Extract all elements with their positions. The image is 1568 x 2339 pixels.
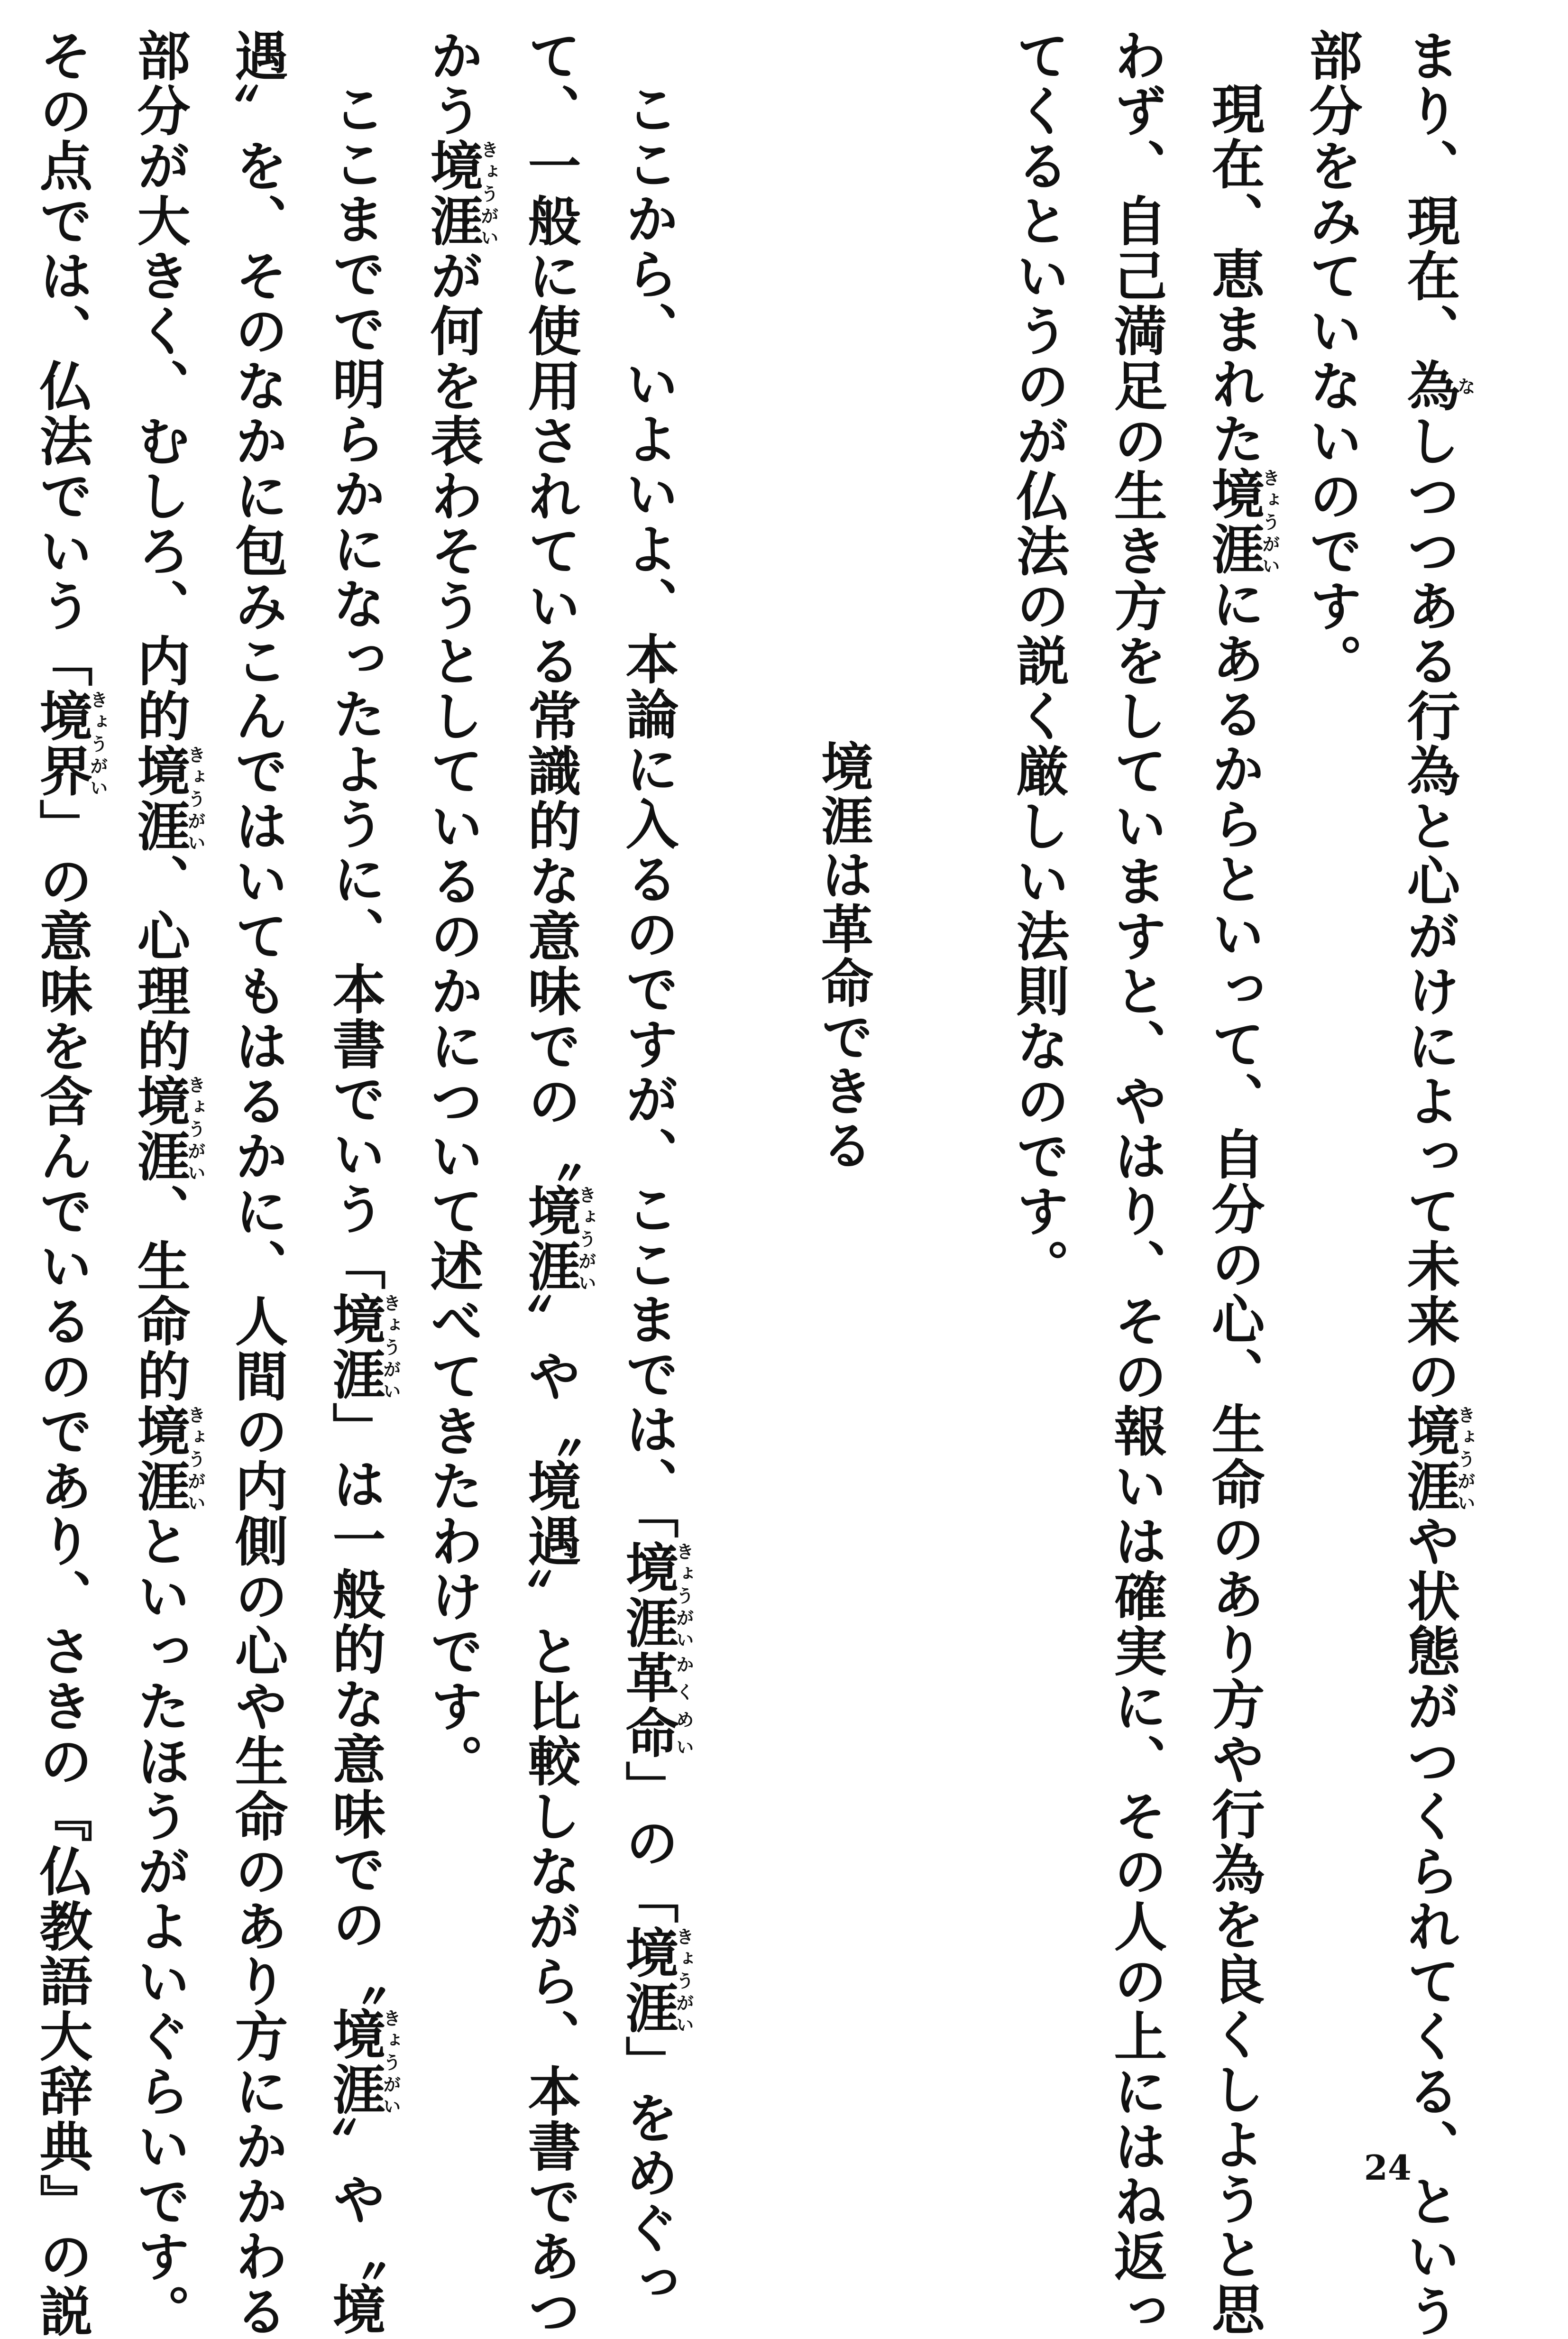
text-segment: 」をめぐっ [617,2035,679,2311]
furigana: きょうがい [380,2007,401,2117]
text-segment: といったほうがよいぐらいです。 [128,1514,191,2339]
ruby-word [1398,359,1476,414]
text-segment: まり、現在、 [1398,28,1460,359]
text-segment: しつつある行為と心がけによって未来の [1398,414,1460,1404]
text-segment: てくるというのが仏法の説く厳しい法則なのです。 [1008,28,1070,1294]
furigana: かくめい [673,1650,694,1760]
ruby-base: 境涯 [128,1404,191,1514]
text-segment: ここまでで明らかになったように、本書でいう「 [324,82,386,1292]
ruby-word [324,1292,401,1402]
text-segment: て、一般に使用されている常識的な意味での〝 [519,28,581,1184]
text-segment: 境涯は革命できる [813,740,873,1172]
ruby-word [617,1650,694,1760]
ruby-base: 境涯 [617,1925,679,2035]
furigana: きょうがい [1454,1404,1476,1514]
section-heading [794,28,892,2106]
ruby-word [1203,467,1280,577]
text-segment: かう [422,28,484,138]
ruby-base: 境涯 [1398,1404,1460,1514]
text-line [110,28,208,2339]
text-line [13,28,110,2339]
furigana: きょうがい [1259,467,1280,577]
text-line [208,28,306,2339]
furigana: きょうがい [184,1404,206,1514]
text-line [990,28,1087,2106]
ruby-base: 革命 [617,1650,679,1760]
furigana: きょうがい [477,138,499,249]
text-segment: 遇〟を、そのなかに包みこんではいてもはるかに、人間の内側の心や生命のあり方にかかわる [226,28,288,2339]
ruby-word [617,1540,694,1650]
text-segment: その点では、仏法でいう「 [31,28,93,689]
text-segment: ここから、いよいよ、本論に入るのですが、ここまでは、「 [617,82,679,1540]
text-line [1087,28,1185,2339]
ruby-word [324,2007,401,2117]
ruby-word [128,744,206,854]
ruby-word [128,1404,206,1514]
ruby-base: 為 [1398,359,1460,414]
ruby-base: 境涯 [324,1292,386,1402]
text-segment: わず、自己満足の生き方をしていますと、やはり、その報いは確実に、その人の上にはね返っ [1105,28,1167,2339]
text-segment: 」の「 [617,1760,679,1925]
ruby-base: 境涯 [128,744,191,854]
ruby-base: 境界 [31,689,93,799]
blank-line [697,28,794,2106]
text-line [1185,28,1283,2337]
text-line [403,28,501,2106]
ruby-base: 境涯 [519,1184,581,1294]
text-segment: 」は一般的な意味での〝 [324,1402,386,2007]
furigana: きょうがい [673,1925,694,2035]
blank-line [892,28,990,2106]
text-segment: 、生命的 [128,1184,191,1404]
furigana: きょうがい [673,1540,694,1650]
text-segment: が何を表わそうとしているのかについて述べてきたわけです。 [422,249,484,1789]
ruby-base: 境涯 [324,2007,386,2117]
text-line [1283,28,1380,2106]
text-segment: にあるからといって、自分の心、生命のあり方や行為を良くしようと思 [1203,577,1265,2337]
furigana: きょうがい [575,1184,596,1294]
text-segment: 」の意味を含んでいるのであり、さきの『仏教語大辞典』の説 [31,799,93,2339]
ruby-word [31,689,108,799]
text-segment: 部分が大きく、むしろ、内的 [128,28,191,744]
text-segment: や状態がつくられてくる、という [1398,1514,1460,2339]
text-segment: 部分をみていないのです。 [1301,28,1363,689]
ruby-word [617,1925,694,2035]
text-segment: 、心理的 [128,854,191,1074]
text-segment: 現在、恵まれた [1203,82,1265,467]
furigana: な [1454,359,1476,414]
text-segment: 〟や〝境遇〟と比較しながら、本書であつ [519,1294,581,2339]
ruby-word [128,1074,206,1184]
page-number: 24 [1364,2147,1412,2188]
text-line [501,28,599,2339]
furigana: きょうがい [380,1292,401,1402]
ruby-word [1398,1404,1476,1514]
text-line [306,28,403,2337]
ruby-word [519,1184,596,1294]
ruby-base: 境涯 [1203,467,1265,577]
text-line [599,28,697,2311]
furigana: きょうがい [184,744,206,854]
furigana: きょうがい [87,689,108,799]
ruby-word [422,138,499,249]
furigana: きょうがい [184,1074,206,1184]
text-segment: 〟や〝境 [324,2117,386,2337]
ruby-base: 境涯 [422,138,484,249]
ruby-base: 境涯 [128,1074,191,1184]
ruby-base: 境涯 [617,1540,679,1650]
